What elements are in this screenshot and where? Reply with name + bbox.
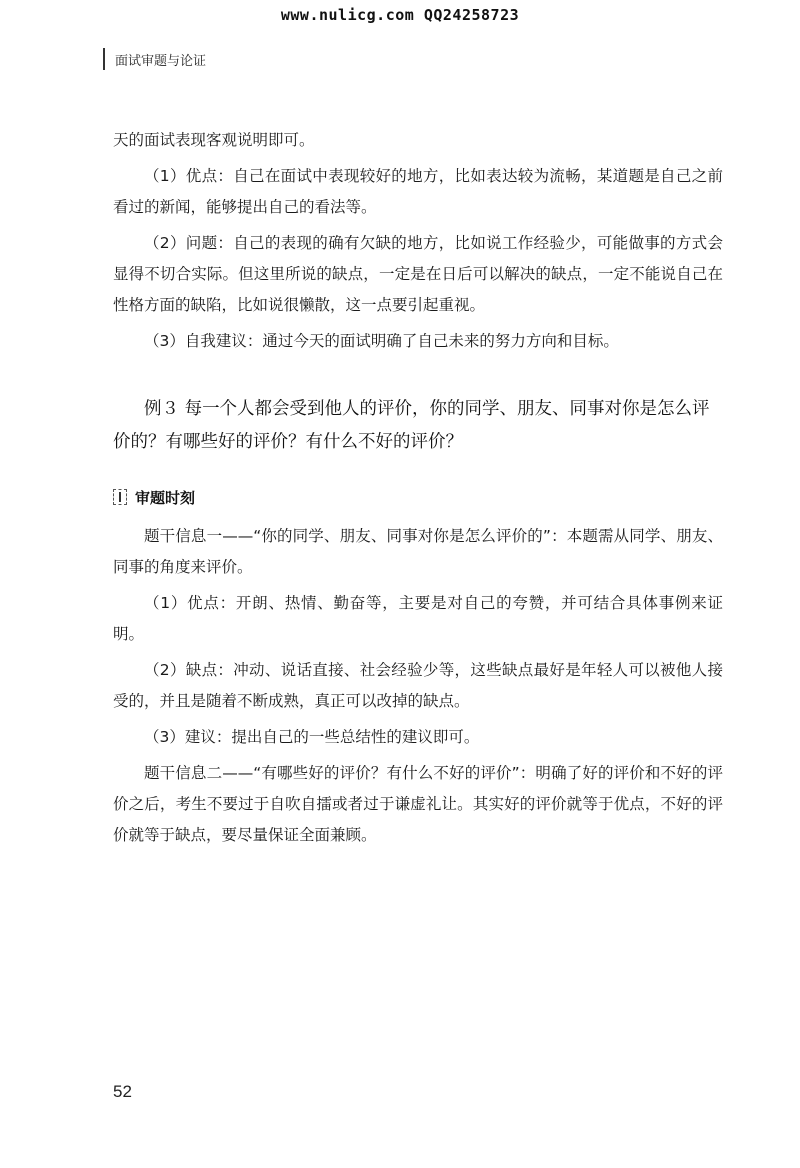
running-head bbox=[103, 48, 206, 70]
page-number: 52 bbox=[113, 1082, 132, 1101]
running-head-title: 面试审题与论证 bbox=[115, 53, 207, 69]
section-heading bbox=[113, 487, 723, 507]
running-head-rule bbox=[103, 48, 105, 70]
paragraph-info-one: 题干信息一——“你的同学、朋友、同事对你是怎么评价的”：本题需从同学、朋友、同事的角度来评价。 bbox=[113, 527, 723, 576]
paragraph-self-suggestion: （3）自我建议：通过今天的面试明确了自己未来的努力方向和目标。 bbox=[144, 332, 619, 350]
example-question: 例３ 每一个人都会受到他人的评价，你的同学、朋友、同事对你是怎么评价的？有哪些好的评价？有什么不好的评价？ bbox=[113, 399, 710, 452]
paragraph-cons: （2）缺点：冲动、说话直接、社会经验少等，这些缺点最好是年轻人可以被他人接受的，并且是随着不断成熟，真正可以改掉的缺点。 bbox=[113, 661, 723, 710]
section-title: 审题时刻 bbox=[135, 488, 196, 507]
paragraph-info-two: 题干信息二——“有哪些好的评价？有什么不好的评价”：明确了好的评价和不好的评价之后，考生不要过于自吹自擂或者过于谦虚礼让。其实好的评价就等于优点，不好的评价就等于缺点，要尽量保证全面兼顾。 bbox=[113, 764, 723, 844]
watermark-text: www.nulicg.com QQ24258723 bbox=[280, 6, 520, 24]
paragraph-problems: （2）问题：自己的表现的确有欠缺的地方，比如说工作经验少，可能做事的方式会显得不切合实际。但这里所说的缺点，一定是在日后可以解决的缺点，一定不能说自己在性格方面的缺陷，比如说很懒散，这一点要引起重视。 bbox=[113, 234, 723, 314]
paragraph-continuation: 天的面试表现客观说明即可。 bbox=[113, 131, 315, 149]
page-body bbox=[113, 125, 723, 851]
section-marker-icon bbox=[113, 489, 127, 505]
analysis-block bbox=[113, 521, 723, 851]
paragraph-pros: （1）优点：开朗、热情、勤奋等，主要是对自己的夸赞，并可结合具体事例来证明。 bbox=[113, 594, 723, 643]
paragraph-advantages: （1）优点：自己在面试中表现较好的地方，比如表达较为流畅，某道题是自己之前看过的新闻，能够提出自己的看法等。 bbox=[113, 167, 723, 216]
paragraph-suggestion: （3）建议：提出自己的一些总结性的建议即可。 bbox=[144, 728, 480, 746]
